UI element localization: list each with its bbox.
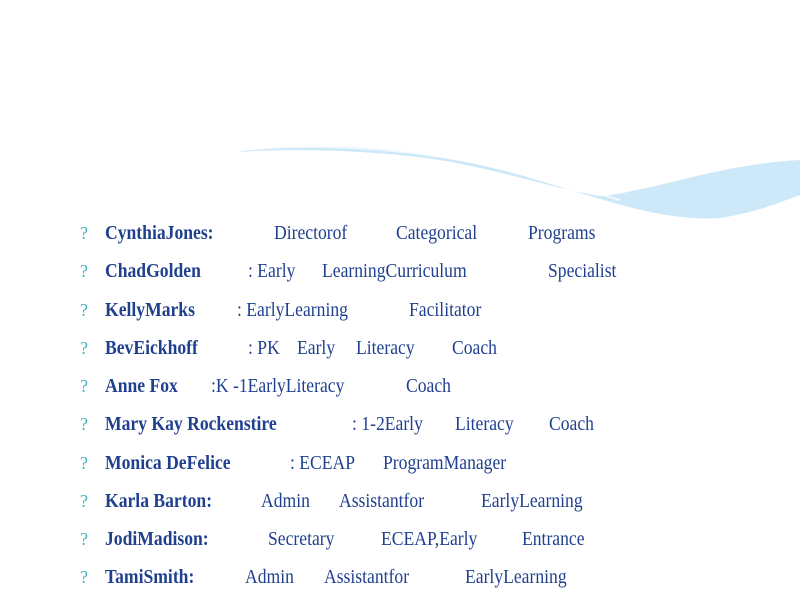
staff-role-part: : 1-2Early bbox=[352, 413, 423, 435]
staff-role-part: : ECEAP bbox=[290, 452, 356, 474]
staff-role-part: : PK bbox=[248, 337, 280, 359]
staff-role-part: EarlyLearning bbox=[481, 490, 583, 512]
bullet-marker: ? bbox=[80, 529, 88, 549]
bullet-marker: ? bbox=[80, 300, 88, 320]
bullet-marker: ? bbox=[80, 453, 88, 473]
list-item bbox=[0, 256, 800, 286]
staff-name: Monica DeFelice bbox=[105, 452, 231, 474]
staff-name: TamiSmith: bbox=[105, 566, 195, 588]
staff-name: Karla Barton: bbox=[105, 490, 213, 512]
list-item bbox=[0, 218, 800, 248]
list-item bbox=[0, 524, 800, 554]
bullet-marker: ? bbox=[80, 338, 88, 358]
staff-role-part: Assistantfor bbox=[324, 566, 410, 588]
staff-role-part: Facilitator bbox=[409, 299, 482, 321]
list-item bbox=[0, 486, 800, 516]
bullet-marker: ? bbox=[80, 491, 88, 511]
bullet-marker: ? bbox=[80, 376, 88, 396]
staff-role-part: Categorical bbox=[396, 222, 478, 244]
staff-role-part: Programs bbox=[528, 222, 596, 244]
list-item bbox=[0, 448, 800, 478]
staff-role-part: Literacy bbox=[455, 413, 514, 435]
list-item bbox=[0, 295, 800, 325]
bullet-marker: ? bbox=[80, 223, 88, 243]
staff-role-part: Secretary bbox=[268, 528, 335, 550]
staff-name: KellyMarks bbox=[105, 299, 195, 321]
list-item bbox=[0, 562, 800, 592]
staff-role-part: : Early bbox=[248, 260, 296, 282]
staff-role-part: Assistantfor bbox=[339, 490, 425, 512]
staff-role-part: :K -1EarlyLiteracy bbox=[211, 375, 345, 397]
staff-name: BevEickhoff bbox=[105, 337, 198, 359]
staff-name: CynthiaJones: bbox=[105, 222, 214, 244]
staff-name: JodiMadison: bbox=[105, 528, 209, 550]
staff-role-part: Coach bbox=[549, 413, 594, 435]
staff-role-part: : EarlyLearning bbox=[237, 299, 348, 321]
staff-name: Anne Fox bbox=[105, 375, 178, 397]
list-item bbox=[0, 409, 800, 439]
staff-role-part: Early bbox=[297, 337, 336, 359]
staff-role-part: Specialist bbox=[548, 260, 617, 282]
bullet-marker: ? bbox=[80, 567, 88, 587]
staff-role-part: LearningCurriculum bbox=[322, 260, 467, 282]
staff-role-part: Literacy bbox=[356, 337, 415, 359]
staff-role-part: EarlyLearning bbox=[465, 566, 567, 588]
staff-role-part: Admin bbox=[261, 490, 310, 512]
staff-name: Mary Kay Rockenstire bbox=[105, 413, 277, 435]
staff-role-part: Coach bbox=[406, 375, 451, 397]
list-item bbox=[0, 333, 800, 363]
list-item bbox=[0, 371, 800, 401]
bullet-marker: ? bbox=[80, 414, 88, 434]
staff-role-part: Directorof bbox=[274, 222, 348, 244]
staff-name: ChadGolden bbox=[105, 260, 201, 282]
staff-role-part: Admin bbox=[245, 566, 294, 588]
staff-role-part: Coach bbox=[452, 337, 497, 359]
staff-role-part: ECEAP,Early bbox=[381, 528, 478, 550]
staff-role-part: Entrance bbox=[522, 528, 585, 550]
bullet-marker: ? bbox=[80, 261, 88, 281]
staff-role-part: ProgramManager bbox=[383, 452, 507, 474]
